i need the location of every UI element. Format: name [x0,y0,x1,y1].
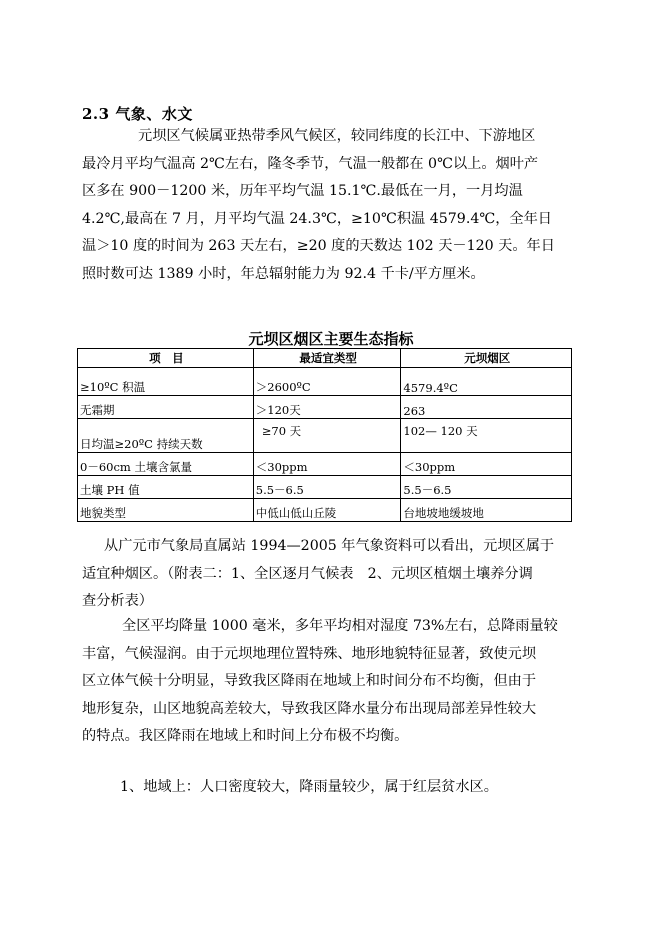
text-line: 适宜种烟区。（附表二：1、全区逐月气候表 2、元坝区植烟土壤养分调 [82,565,533,582]
header-yuanba: 元坝烟区 [401,349,572,368]
cell-optimal: 5.5－6.5 [253,476,401,499]
text-line: 丰富，气候湿润。由于元坝地理位置特殊、地形地貌特征显著，致使元坝 [82,645,537,662]
table-row [78,476,572,499]
text-line: 1、地域上：人口密度较大，降雨量较少，属于红层贫水区。 [120,779,498,795]
eco-indicator-table [77,348,572,522]
text-line: 元坝区气候属亚热带季风气候区，较同纬度的长江中、下游地区 [138,128,536,144]
text-line: 从广元市气象局直属站 1994—2005 年气象资料可以看出，元坝区属于 [104,538,555,554]
cell-item: 无霜期 [78,396,254,419]
header-optimal: 最适宜类型 [253,349,401,368]
cell-item: 0－60cm 土壤含氯量 [78,453,254,476]
table-row [78,368,572,396]
table-row [78,499,572,522]
cell-item: 土壤 PH 值 [78,476,254,499]
paragraph-region [82,774,582,802]
cell-optimal: ≥70 天 [253,419,401,453]
text-line: 区立体气候十分明显，导致我区降雨在地域上和时间分布不均衡，但由于 [82,673,537,689]
text-line: 地形复杂，山区地貌高差较大，导致我区降水量分布出现局部差异性较大 [82,700,537,717]
cell-yuanba: 102— 120 天 [401,419,572,453]
cell-optimal: 中低山低山丘陵 [253,499,401,522]
cell-yuanba: 5.5－6.5 [401,476,572,499]
text-line: 的特点。我区降雨在地域上和时间上分布极不均衡。 [82,728,409,744]
text-line: 全区平均降量 1000 毫米，多年平均相对湿度 73%左右，总降雨量较 [122,618,558,634]
cell-yuanba: 4579.4ºC [401,368,572,396]
cell-yuanba: 263 [401,396,572,419]
table-row [78,453,572,476]
cell-yuanba: 台地坡地缓坡地 [401,499,572,522]
table-title: 元坝区烟区主要生态指标 [248,330,414,348]
cell-item: 日均温≥20ºC 持续天数 [78,419,254,453]
text-line: 查分析表） [82,593,153,609]
section-heading: 2.3 气象、水文 [82,105,193,123]
text-line: 照时数可达 1389 小时，年总辐射能力为 92.4 千卡/平方厘米。 [82,265,485,282]
paragraph-climate [82,123,582,288]
table-header-row [78,349,572,368]
text-line: 温＞10 度的时间为 263 天左右，≥20 度的天数达 102 天－120 天。年日 [82,238,555,254]
paragraph-data-source [82,533,582,616]
cell-item: 地貌类型 [78,499,254,522]
table-row [78,396,572,419]
table-row [78,419,572,453]
cell-item: ≥10ºC 积温 [78,368,254,396]
text-line: 区多在 900－1200 米，历年平均气温 15.1℃.最低在一月，一月均温 [82,183,523,199]
cell-optimal: ＞120天 [253,396,401,419]
cell-optimal: ＜30ppm [253,453,401,476]
text-line: 4.2℃,最高在 7 月，月平均气温 24.3℃，≥10℃积温 4579.4℃，全年日 [82,210,552,227]
text-line: 最冷月平均气温高 2℃左右，隆冬季节，气温一般都在 0℃以上。烟叶产 [82,155,539,172]
paragraph-rainfall [82,613,582,751]
cell-optimal: ＞2600ºC [253,368,401,396]
header-item: 项 目 [78,349,254,368]
cell-yuanba: ＜30ppm [401,453,572,476]
